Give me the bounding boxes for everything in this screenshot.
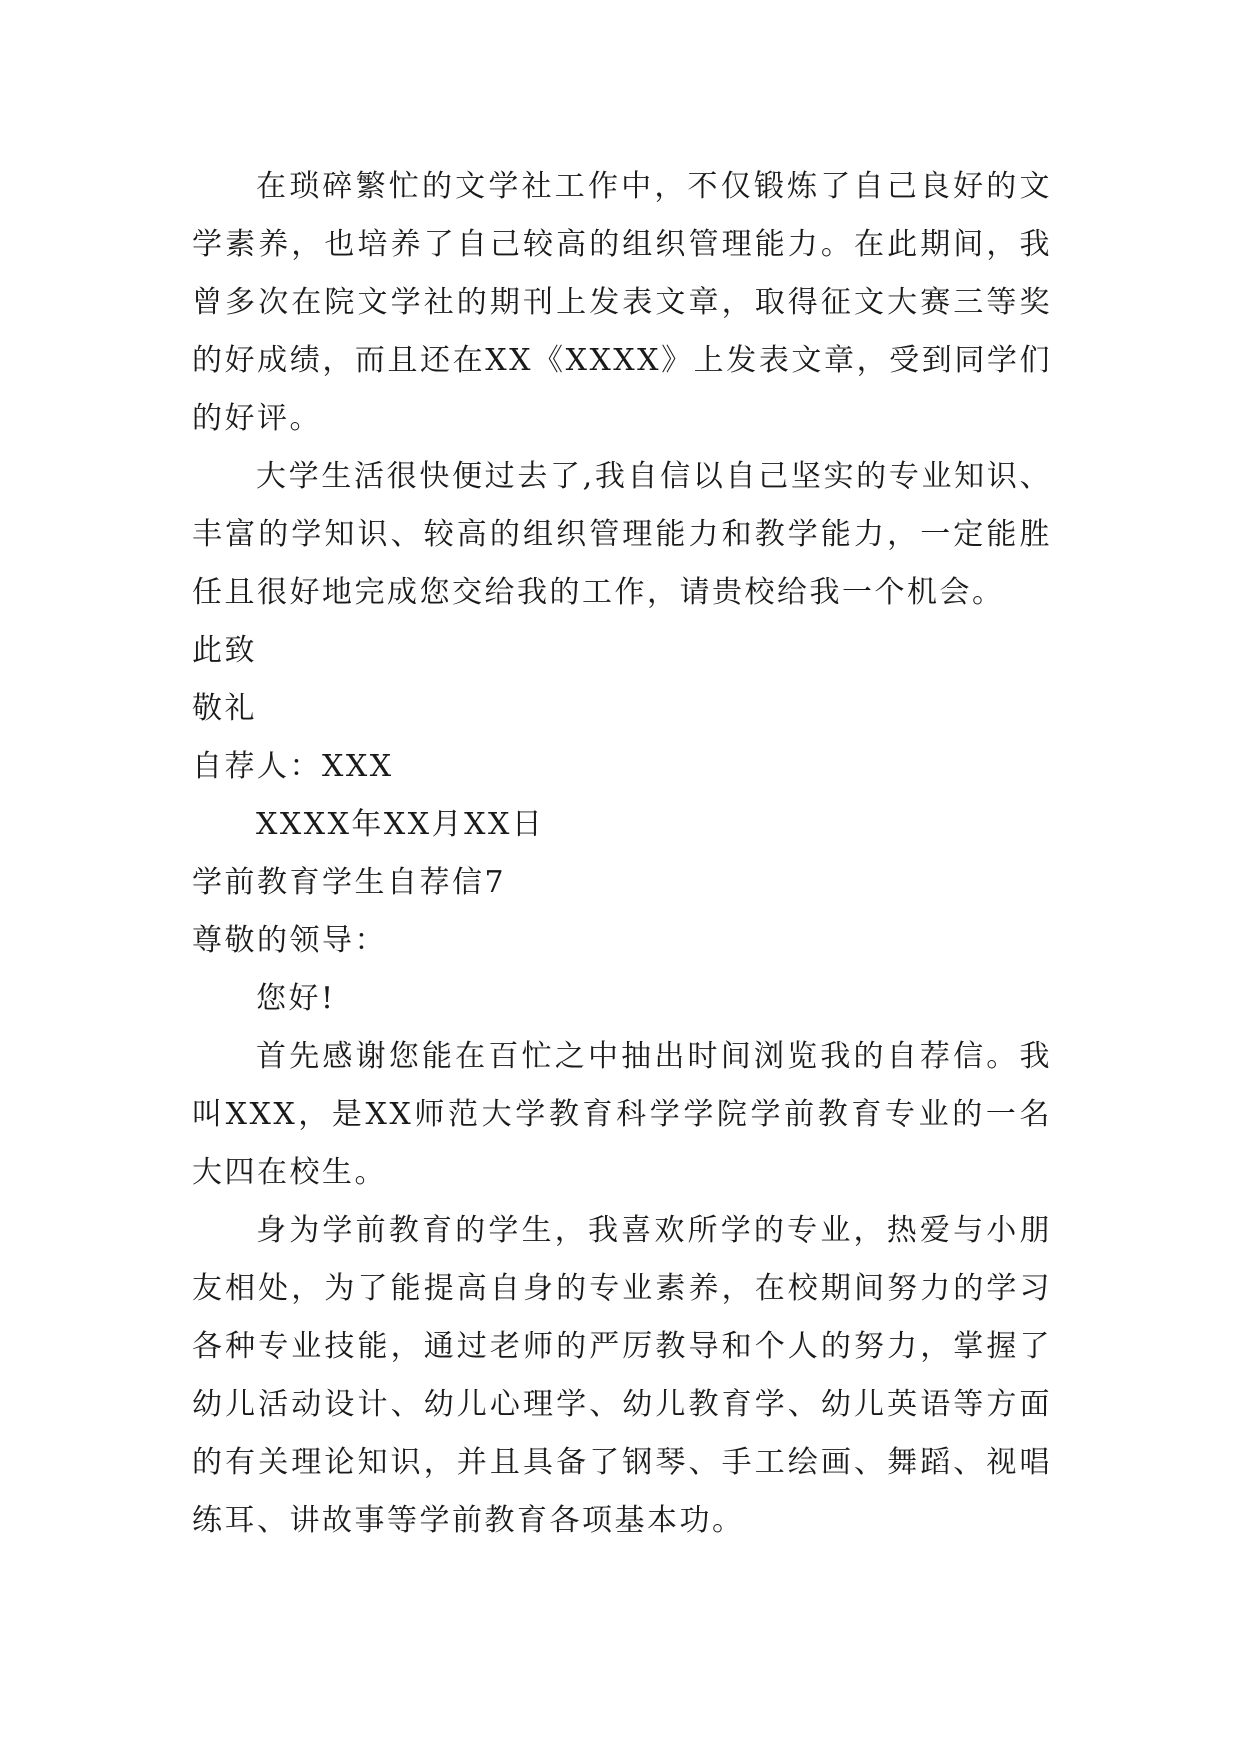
greeting: 您好! <box>256 981 336 1016</box>
paragraph-skills: 身为学前教育的学生，我喜欢所学的专业，热爱与小朋友相处，为了能提高自身的专业素养，在校期间努力的学习各种专业技能，通过老师的严厉教导和个人的努力，掌握了幼儿活动设计、幼儿心理学、幼儿教育学、幼儿英语等方面的有关理论知识，并且具备了钢琴、手工绘画、舞蹈、视唱练耳、讲故事等学前教育各项基本功。 <box>192 1213 1052 1538</box>
salutation: 尊敬的领导： <box>192 923 387 958</box>
letter-title: 学前教育学生自荐信7 <box>192 865 507 900</box>
closing-line-1: 此致 <box>192 633 257 668</box>
closing-line-2: 敬礼 <box>192 691 257 726</box>
signer-line: 自荐人：XXX <box>192 749 394 784</box>
paragraph-literary-club: 在琐碎繁忙的文学社工作中，不仅锻炼了自己良好的文学素养，也培养了自己较高的组织管理能力。在此期间，我曾多次在院文学社的期刊上发表文章，取得征文大赛三等奖的好成绩，而且还在XX《XXXX》上发表文章，受到同学们的好评。 <box>192 169 1052 436</box>
document-body <box>192 158 1052 1550</box>
date-line: XXXX年XX月XX日 <box>256 807 545 842</box>
paragraph-confidence: 大学生活很快便过去了,我自信以自己坚实的专业知识、丰富的学知识、较高的组织管理能力和教学能力，一定能胜任且很好地完成您交给我的工作，请贵校给我一个机会。 <box>192 459 1052 610</box>
paragraph-introduction: 首先感谢您能在百忙之中抽出时间浏览我的自荐信。我叫XXX，是XX师范大学教育科学学院学前教育专业的一名大四在校生。 <box>192 1039 1052 1190</box>
